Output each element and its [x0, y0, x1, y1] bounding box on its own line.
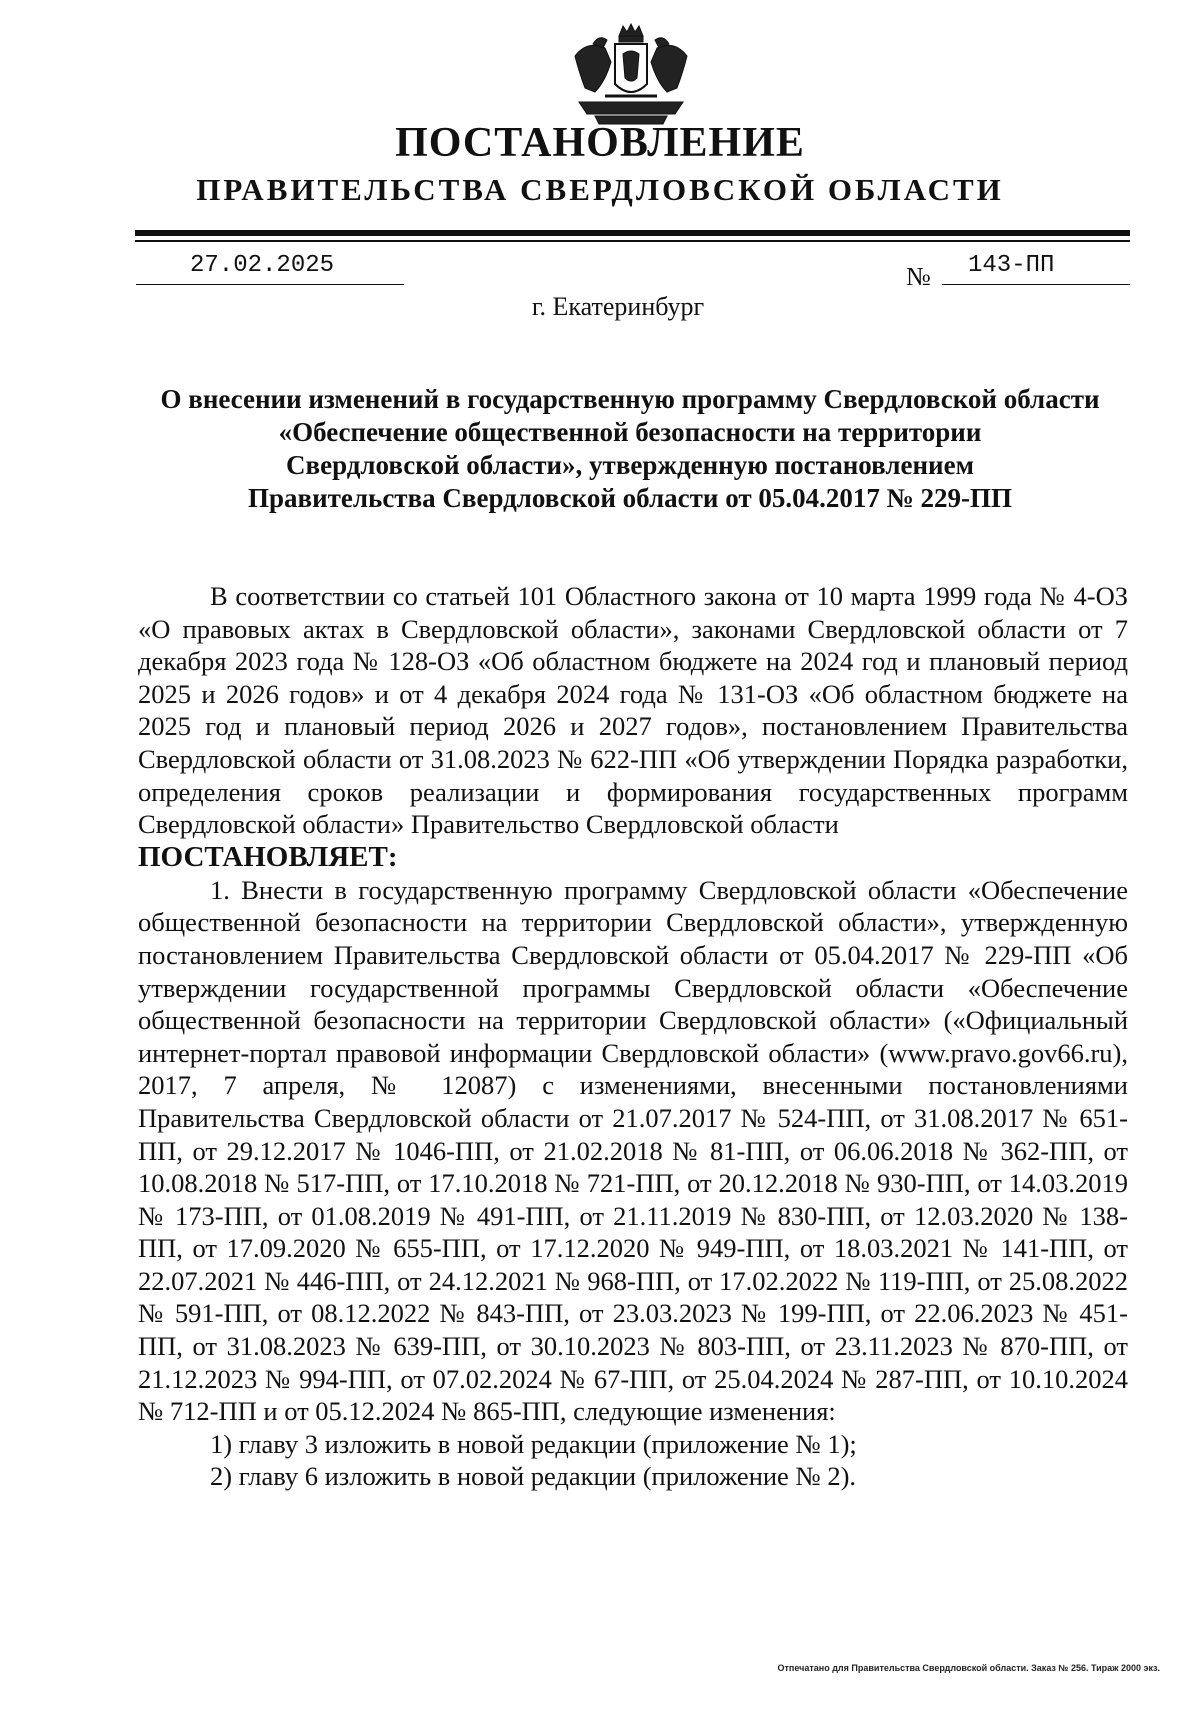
point-1-paragraph: 1. Внести в государственную программу Свердловской области «Обеспечение общественной безопасности на территории Свердловской области», утвержденную постановлением Правительства Свердловской области от 05.04.2017 № 229-ПП «Об утверждении государственной программы Свердловской области «Обеспечение общественной безопасности на территории Свердловской области» («Официальный интернет-портал правовой информации Свердловской области» (www.pravo.gov66.ru), 2017, 7 апреля, № 12087) с изменениями, внесенными постановлениями Правительства Свердловской области от 21.07.2017 № 524-ПП, от 31.08.2017 № 651-ПП, от 29.12.2017 № 1046-ПП, от 21.02.2018 № 81-ПП, от 06.06.2018 № 362-ПП, от 10.08.2018 № 517-ПП, от 17.10.2018 № 721-ПП, от 20.12.2018 № 930-ПП, от 14.03.2019 № 173-ПП, от 01.08.2019 № 491-ПП, от 21.11.2019 № 830-ПП, от 12.03.2020 № 138-ПП, от 17.09.2020 № 655-ПП, от 17.12.2020 № 949-ПП, от 18.03.2021 № 141-ПП, от 22.07.2021 № 446-ПП, от 24.12.2021 № 968-ПП, от 17.02.2022 № 119-ПП, от 25.08.2022 № 591-ПП, от 08.12.2022 № 843-ПП, от 23.03.2023 № 199-ПП, от 22.06.2023 № 451-ПП, от 31.08.2023 № 639-ПП, от 30.10.2023 № 803-ПП, от 23.11.2023 № 870-ПП, от 21.12.2023 № 994-ПП, от 07.02.2024 № 67-ПП, от 25.04.2024 № 287-ПП, от 10.10.2024 № 712-ПП и от 05.12.2024 № 865-ПП, следующие изменения:: [138, 874, 1128, 1427]
date-underline: [136, 284, 404, 285]
document-city: г. Екатеринбург: [531, 292, 705, 321]
coat-of-arms-emblem: [565, 22, 697, 130]
list-item: 1) главу 3 изложить в новой редакции (приложение № 1);: [210, 1428, 857, 1459]
document-number: 143-ПП: [968, 252, 1055, 279]
heading-line: «Обеспечение общественной безопасности на территории: [278, 417, 982, 447]
document-heading: [130, 383, 1130, 515]
document-body: [138, 580, 1128, 1493]
document-issuer: ПРАВИТЕЛЬСТВА СВЕРДЛОВСКОЙ ОБЛАСТИ: [196, 172, 1004, 207]
heading-line: Правительства Свердловской области от 05.04.2017 № 229-ПП: [248, 483, 1012, 513]
print-note: Отпечатано для Правительства Свердловской области. Заказ № 256. Тираж 2000 экз.: [777, 1663, 1160, 1673]
document-date: 27.02.2025: [190, 252, 335, 279]
header-rule-thick: [135, 230, 1130, 236]
number-sign: №: [906, 262, 931, 291]
document-title: ПОСТАНОВЛЕНИЕ: [395, 120, 805, 166]
decree-keyword: ПОСТАНОВЛЯЕТ:: [138, 840, 398, 873]
number-underline: [942, 284, 1130, 285]
preamble-paragraph: В соответствии со статьей 101 Областного закона от 10 марта 1999 года № 4-ОЗ «О правовых актах в Свердловской области», законами Свердловской области от 7 декабря 2023 года № 128-ОЗ «Об областном бюджете на 2024 год и плановый период 2025 и 2026 годов» и от 4 декабря 2024 года № 131-ОЗ «Об областном бюджете на 2025 год и плановый период 2026 и 2027 годов», постановлением Правительства Свердловской области от 31.08.2023 № 622-ПП «Об утверждении Порядка разработки, определения сроков реализации и формирования государственных программ Свердловской области» Правительство Свердловской области: [138, 581, 1128, 840]
heading-line: Свердловской области», утвержденную постановлением: [286, 450, 974, 480]
header-rule-thin: [135, 240, 1130, 242]
list-item: 2) главу 6 изложить в новой редакции (приложение № 2).: [210, 1461, 857, 1492]
heading-line: О внесении изменений в государственную программу Свердловской области: [160, 384, 1100, 414]
